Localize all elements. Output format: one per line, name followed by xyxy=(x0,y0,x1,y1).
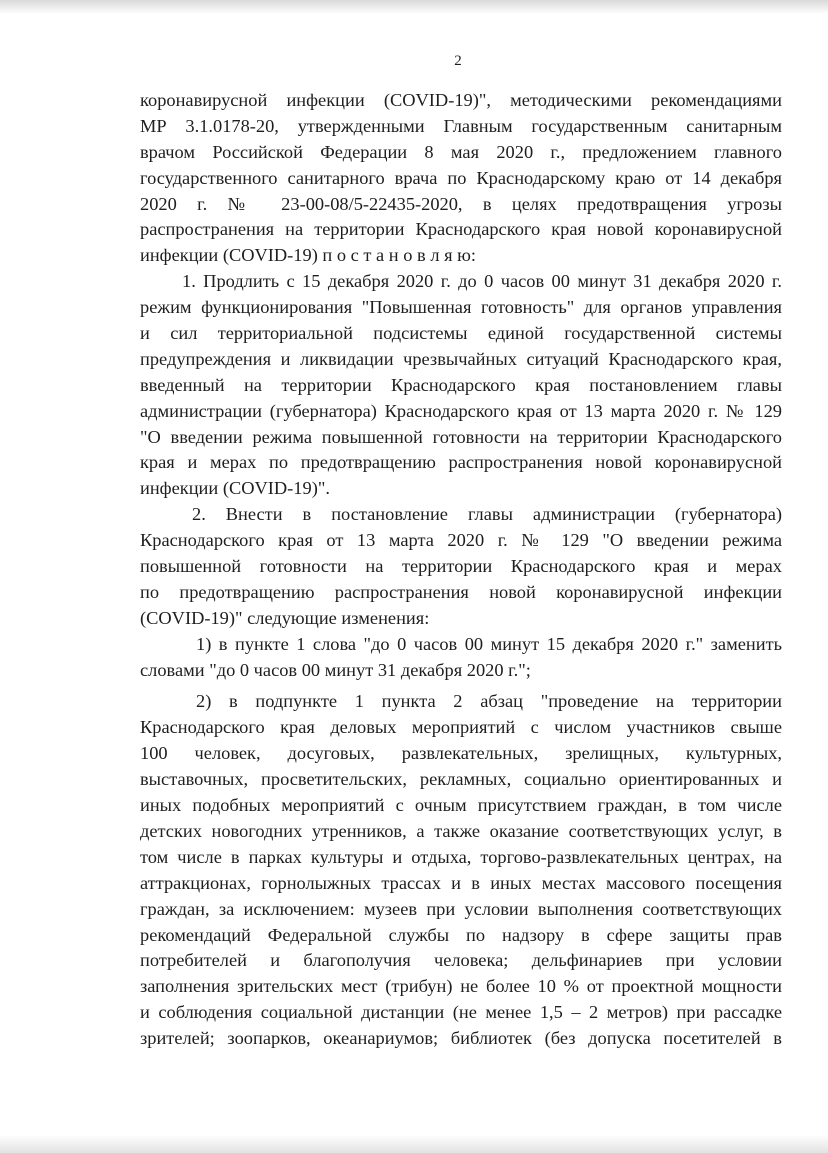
text-line: врачом Российской Федерации 8 мая 2020 г., предложением главного xyxy=(140,141,782,162)
page-bottom-shadow xyxy=(0,1135,828,1153)
text-line: инфекции (COVID-19)". xyxy=(140,478,330,499)
text-line: распространения на территории Краснодарского края новой коронавирусной xyxy=(140,219,782,240)
paragraph-item-2 xyxy=(140,502,782,631)
text-line: МР 3.1.0178-20, утвержденными Главным государственным санитарным xyxy=(140,115,782,136)
text-line: заполнения зрительских мест (трибун) не более 10 % от проектной мощности xyxy=(140,976,782,997)
text-line: коронавирусной инфекции (COVID-19)", методическими рекомендациями xyxy=(140,90,782,110)
text-line: 2. Внести в постановление главы администрации (губернатора) xyxy=(192,504,782,525)
text-line: инфекции (COVID-19) п о с т а н о в л я ю: xyxy=(140,245,476,266)
text-line: 2020 г. № 23-00-08/5-22435-2020, в целях предотвращения угрозы xyxy=(140,193,782,214)
text-line: и соблюдения социальной дистанции (не менее 1,5 – 2 метров) при рассадке xyxy=(140,1002,782,1023)
text-line: иных подобных мероприятий с очным присутствием граждан, в том числе xyxy=(140,795,782,816)
text-line: 1. Продлить с 15 декабря 2020 г. до 0 часов 00 минут 31 декабря 2020 г. xyxy=(182,271,782,292)
text-line: по предотвращению распространения новой коронавирусной инфекции xyxy=(140,581,782,602)
text-line: введенный на территории Краснодарского края постановлением главы xyxy=(140,374,782,395)
paragraph-item-1 xyxy=(140,269,782,502)
text-line: граждан, за исключением: музеев при условии выполнения соответствующих xyxy=(140,898,782,919)
text-line: режим функционирования "Повышенная готовность" для органов управления xyxy=(140,297,782,318)
text-line: словами "до 0 часов 00 минут 31 декабря 2020 г."; xyxy=(140,659,531,680)
text-line: края и мерах по предотвращению распространения новой коронавирусной xyxy=(140,452,782,473)
document-body xyxy=(140,88,782,1052)
text-line: "О введении режима повышенной готовности на территории Краснодарского xyxy=(140,426,782,447)
paragraph-subitem-1 xyxy=(140,632,782,684)
text-line: государственного санитарного врача по Краснодарскому краю от 14 декабря xyxy=(140,167,782,188)
page-top-shadow xyxy=(0,0,828,14)
page-number: 2 xyxy=(454,53,462,69)
text-line: зрителей; зоопарков, океанариумов; библиотек (без допуска посетителей в xyxy=(140,1028,782,1049)
text-line: рекомендаций Федеральной службы по надзору в сфере защиты прав xyxy=(140,924,782,945)
text-line: 2) в подпункте 1 пункта 2 абзац "проведение на территории xyxy=(196,691,782,712)
paragraph-subitem-2 xyxy=(140,689,782,1051)
text-line: администрации (губернатора) Краснодарского края от 13 марта 2020 г. № 129 xyxy=(140,400,782,421)
text-line: (COVID-19)" следующие изменения: xyxy=(140,607,430,628)
text-line: и сил территориальной подсистемы единой государственной системы xyxy=(140,323,782,344)
text-line: выставочных, просветительских, рекламных, социально ориентированных и xyxy=(140,769,782,790)
text-line: потребителей и благополучия человека; дельфинариев при условии xyxy=(140,950,782,971)
text-line: том числе в парках культуры и отдыха, торгово-развлекательных центрах, на xyxy=(140,846,782,867)
text-line: аттракционах, горнолыжных трассах и в иных местах массового посещения xyxy=(140,872,782,893)
text-line: предупреждения и ликвидации чрезвычайных ситуаций Краснодарского края, xyxy=(140,348,782,369)
text-line: 1) в пункте 1 слова "до 0 часов 00 минут 15 декабря 2020 г." заменить xyxy=(196,633,782,654)
text-line: Краснодарского края от 13 марта 2020 г. № 129 "О введении режима xyxy=(140,530,782,551)
text-line: повышенной готовности на территории Краснодарского края и мерах xyxy=(140,556,782,577)
text-line: Краснодарского края деловых мероприятий с числом участников свыше xyxy=(140,717,782,738)
text-line: детских новогодних утренников, а также оказание соответствующих услуг, в xyxy=(140,820,782,841)
text-line: 100 человек, досуговых, развлекательных, зрелищных, культурных, xyxy=(140,743,782,764)
paragraph-intro xyxy=(140,88,782,269)
